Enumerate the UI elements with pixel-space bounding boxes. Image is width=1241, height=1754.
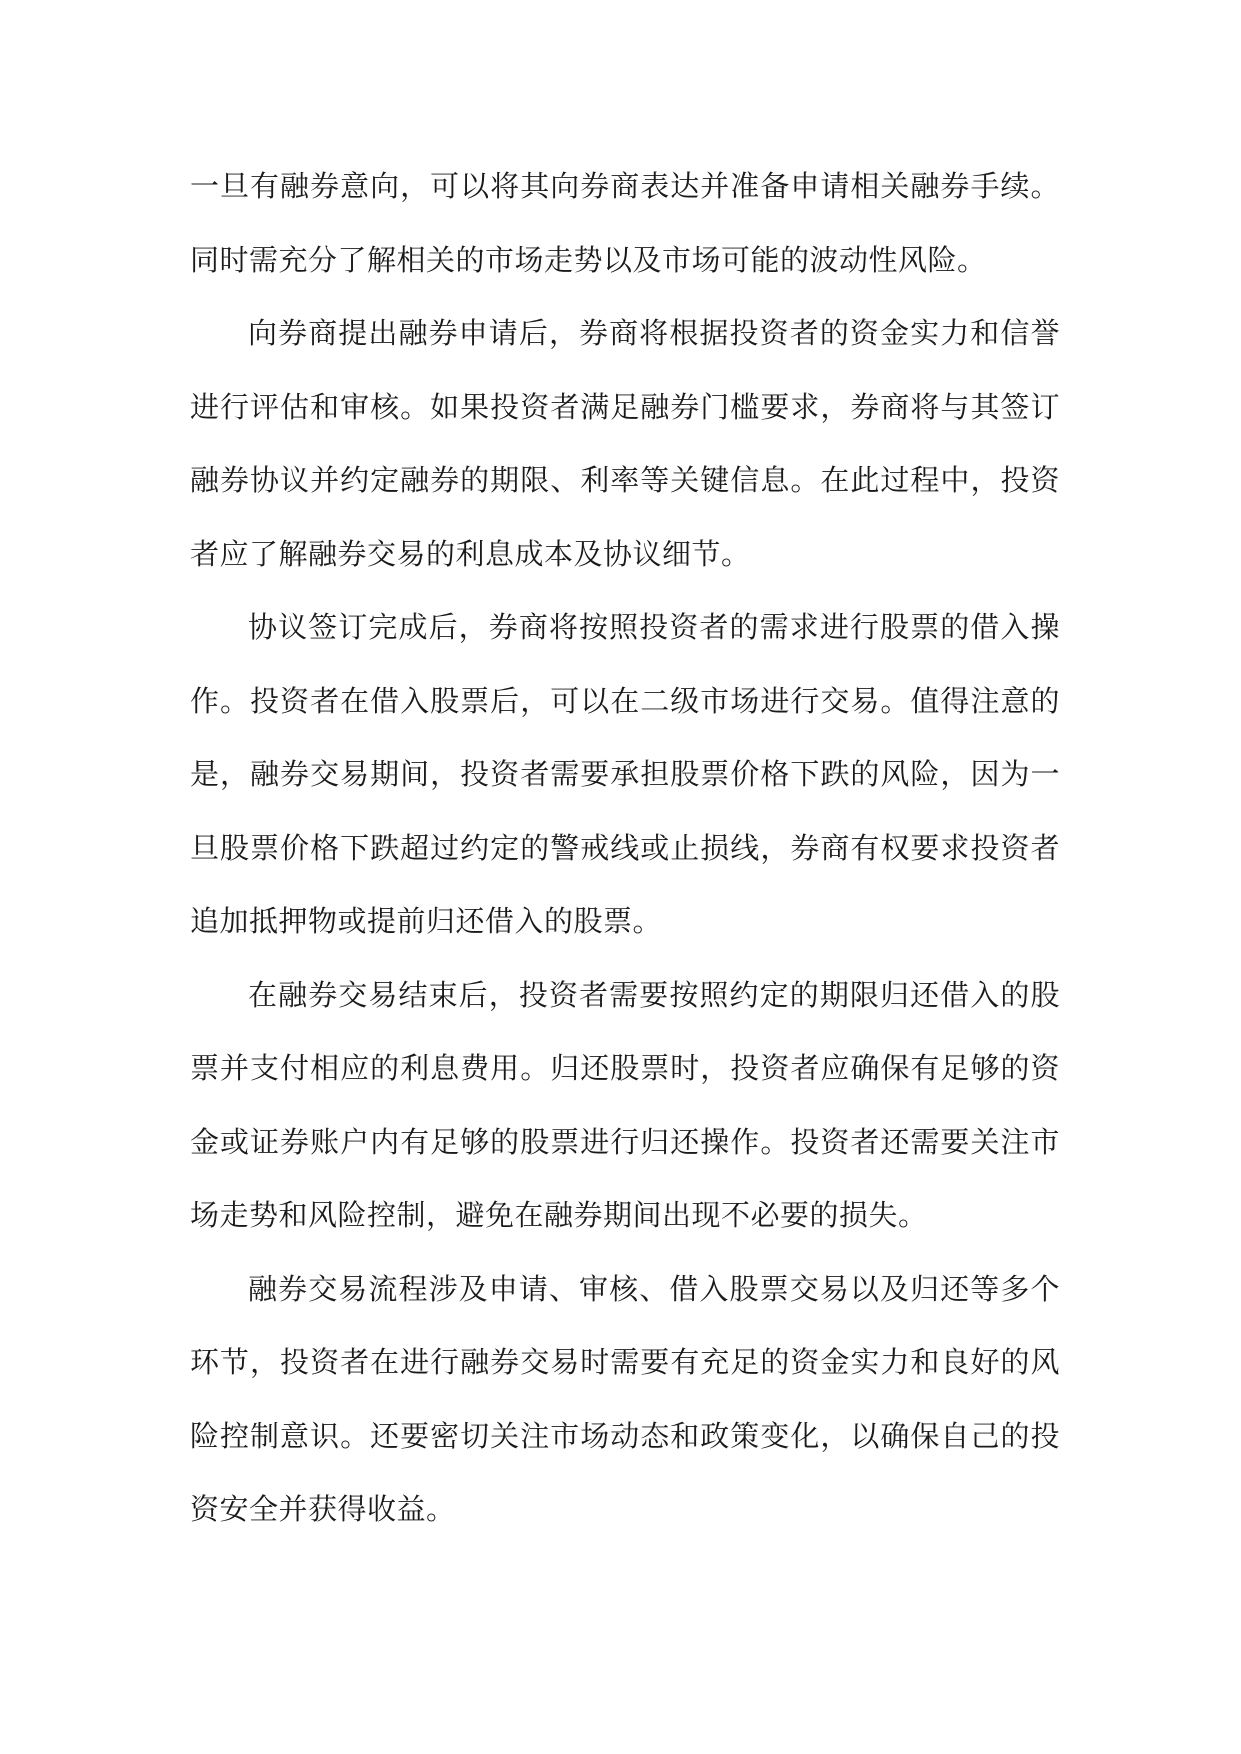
paragraph-4: 在融券交易结束后，投资者需要按照约定的期限归还借入的股票并支付相应的利息费用。归还股票时，投资者应确保有足够的资金或证券账户内有足够的股票进行归还操作。投资者还需要关注市场走势和风险控制，避免在融券期间出现不必要的损失。 <box>190 977 1060 1232</box>
document-body <box>190 150 1060 1547</box>
paragraph-2: 向券商提出融券申请后，券商将根据投资者的资金实力和信誉进行评估和审核。如果投资者满足融券门槛要求，券商将与其签订融券协议并约定融券的期限、利率等关键信息。在此过程中，投资者应了解融券交易的利息成本及协议细节。 <box>190 316 1060 571</box>
paragraph-3: 协议签订完成后，券商将按照投资者的需求进行股票的借入操作。投资者在借入股票后，可以在二级市场进行交易。值得注意的是，融券交易期间，投资者需要承担股票价格下跌的风险，因为一旦股票价格下跌超过约定的警戒线或止损线，券商有权要求投资者追加抵押物或提前归还借入的股票。 <box>190 610 1060 938</box>
paragraph-1: 一旦有融券意向，可以将其向券商表达并准备申请相关融券手续。同时需充分了解相关的市场走势以及市场可能的波动性风险。 <box>190 169 1060 277</box>
paragraph-5: 融券交易流程涉及申请、审核、借入股票交易以及归还等多个环节，投资者在进行融券交易时需要有充足的资金实力和良好的风险控制意识。还要密切关注市场动态和政策变化，以确保自己的投资安全并获得收益。 <box>190 1271 1060 1526</box>
